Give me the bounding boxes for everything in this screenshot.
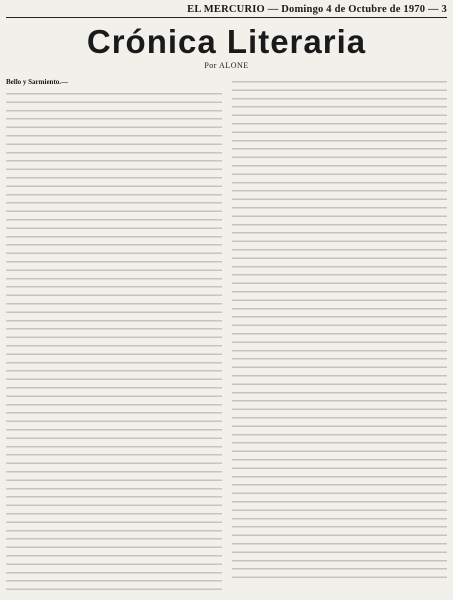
column-left-text-block: [6, 90, 222, 590]
column-right-text-block: [232, 78, 448, 578]
running-header: [6, 4, 447, 18]
article-title: Crónica Literaria: [86, 23, 367, 60]
column-left: [6, 78, 222, 598]
header-text: EL MERCURIO — Domingo 4 de Octubre de 1970 — 3: [187, 4, 447, 15]
column-right: [232, 78, 448, 598]
article-columns: [6, 78, 447, 598]
lead-in: Bello y Sarmiento.—: [6, 78, 69, 86]
article-byline: Por ALONE: [204, 61, 249, 70]
